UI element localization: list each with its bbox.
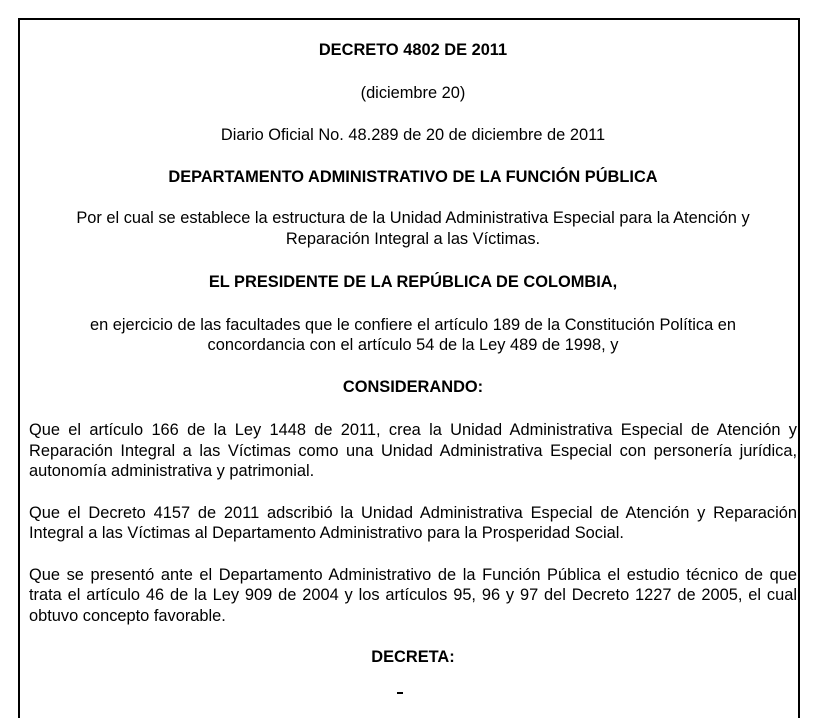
cropped-text-mark bbox=[397, 692, 403, 694]
considering-heading: CONSIDERANDO: bbox=[342, 377, 484, 396]
decree-heading: DECRETA: bbox=[371, 648, 455, 666]
decree-date: (diciembre 20) bbox=[360, 83, 466, 102]
decree-purpose bbox=[29, 208, 797, 249]
decree-document bbox=[29, 40, 797, 668]
decree-purpose-line: Por el cual se establece la estructura de la Unidad Administrativa Especial para la Atención y bbox=[76, 209, 750, 227]
considering-paragraph: Que el artículo 166 de la Ley 1448 de 2011, crea la Unidad Administrativa Especial de Atención y Reparación Integral a las Víctimas como una Unidad Administrativa Especial con personería jurídica, autonomía administrativa y patrimonial. bbox=[29, 421, 797, 480]
legal-powers bbox=[29, 315, 797, 356]
legal-powers-line: en ejercicio de las facultades que le confiere el artículo 189 de la Constitución Política en bbox=[90, 315, 736, 334]
president-heading: EL PRESIDENTE DE LA REPÚBLICA DE COLOMBIA, bbox=[208, 273, 618, 291]
legal-powers-line: concordancia con el artículo 54 de la Ley 489 de 1998, y bbox=[207, 336, 619, 354]
official-gazette-reference: Diario Oficial No. 48.289 de 20 de diciembre de 2011 bbox=[220, 126, 606, 144]
considering-paragraph: Que el Decreto 4157 de 2011 adscribió la Unidad Administrativa Especial de Atención y Reparación Integral a las Víctimas al Departamento Administrativo para la Prosperidad Social. bbox=[29, 503, 797, 542]
decree-title: DECRETO 4802 DE 2011 bbox=[318, 41, 508, 59]
issuing-department: DEPARTAMENTO ADMINISTRATIVO DE LA FUNCIÓN PÚBLICA bbox=[168, 167, 658, 186]
considering-paragraph: Que se presentó ante el Departamento Administrativo de la Función Pública el estudio técnico de que trata el artículo 46 de la Ley 909 de 2004 y los artículos 95, 96 y 97 del Decreto 1227 de 2005, el cual obtuvo concepto favorable. bbox=[29, 565, 797, 625]
decree-purpose-line: Reparación Integral a las Víctimas. bbox=[285, 229, 541, 248]
